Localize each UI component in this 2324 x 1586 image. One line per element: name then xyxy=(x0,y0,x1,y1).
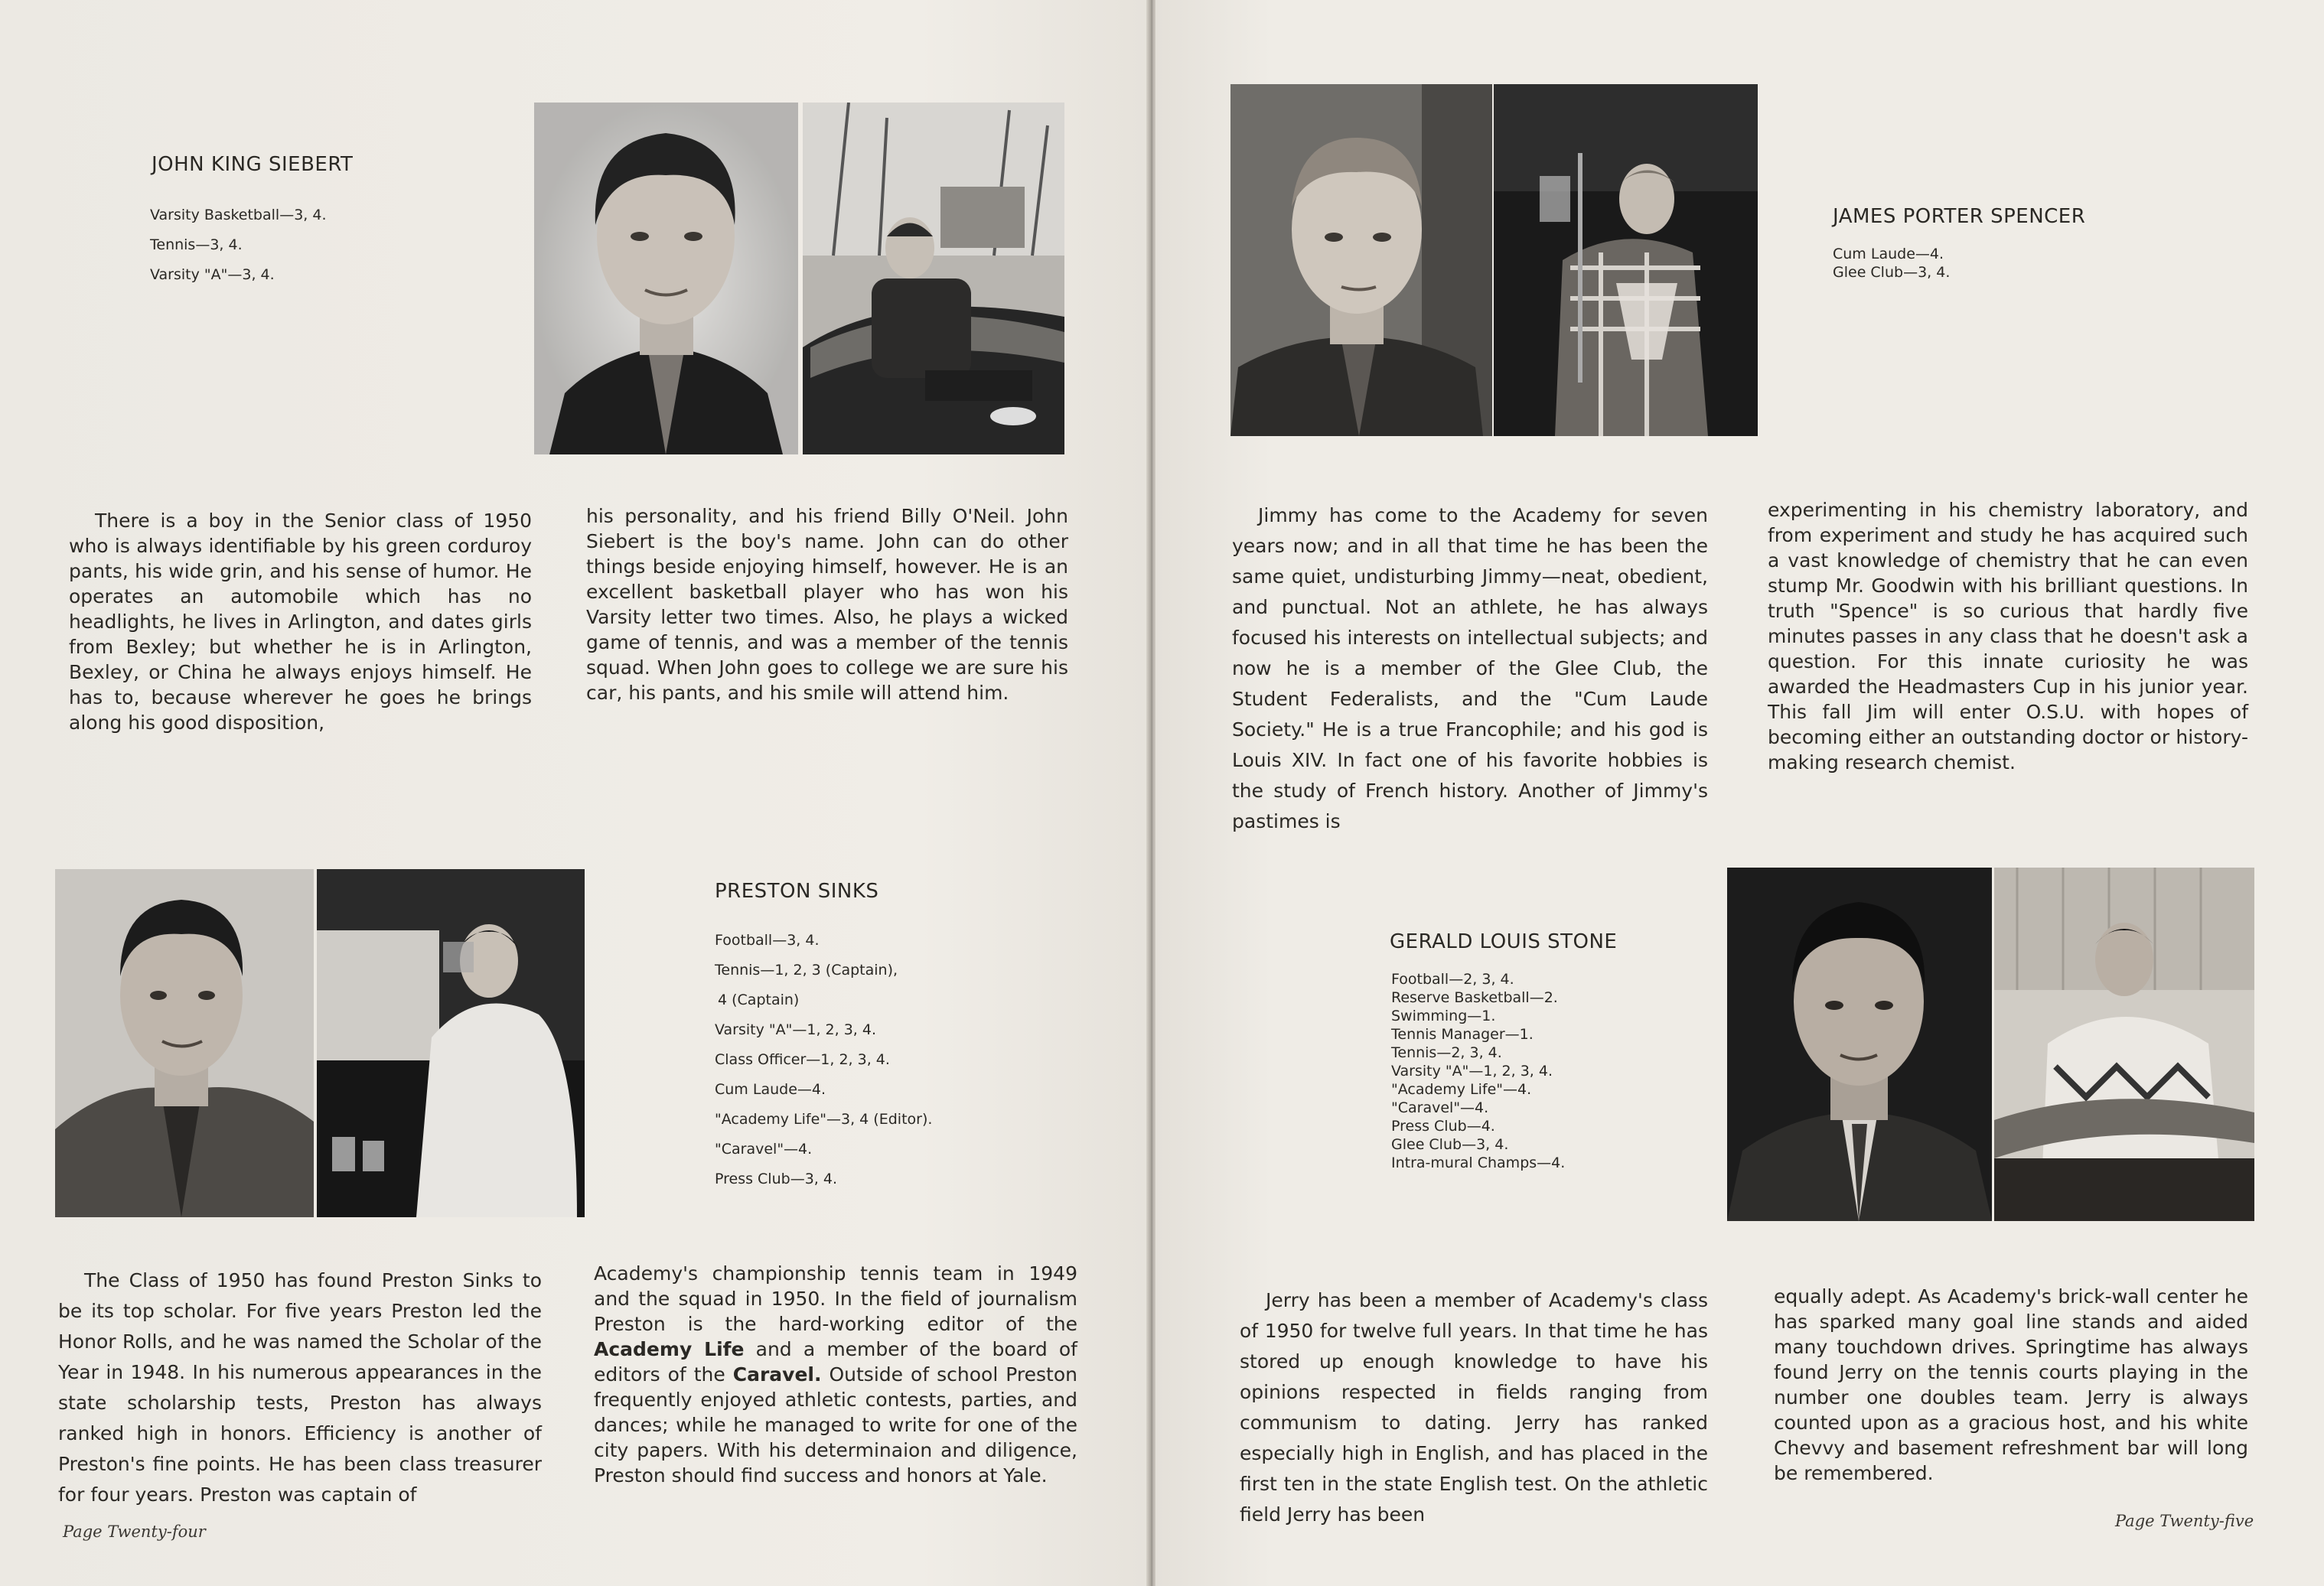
activity-line: Press Club—4. xyxy=(1391,1118,1495,1135)
activity-line: Class Officer—1, 2, 3, 4. xyxy=(715,1051,890,1068)
activity-line: 4 (Captain) xyxy=(718,992,800,1008)
right-page xyxy=(1155,0,2324,1586)
activity-line: Swimming—1. xyxy=(1391,1008,1496,1024)
siebert-activities xyxy=(150,200,327,290)
sinks-name: PRESTON SINKS xyxy=(715,880,879,903)
siebert-bio-column-2: his personality, and his friend Billy O'Neil. John Siebert is the boy's name. John can do other things beside enjoying himself, however. He is an excellent basketball player who has won his Varsity letter two times. Also, he plays a wicked game of tennis, and was a member of the tennis squad. When John goes to college we are sure his car, his pants, and his smile will attend him. xyxy=(586,505,1068,704)
stone-name: GERALD LOUIS STONE xyxy=(1390,930,1618,953)
activity-line: Football—2, 3, 4. xyxy=(1391,971,1514,988)
siebert-car-photo xyxy=(803,103,1064,454)
bold-caravel: Caravel. xyxy=(732,1363,822,1386)
spencer-lab-photo xyxy=(1494,84,1758,436)
sinks-bio-column-1: The Class of 1950 has found Preston Sinks to be its top scholar. For five years Preston led the Honor Rolls, and he was named the Scholar of the Year in 1948. In his numerous appearances in the state scholarship tests, Preston has always ranked high in honors. Efficiency is another of Preston's fine points. He has been class treasurer for four years. Preston was captain of xyxy=(58,1269,542,1506)
activity-line: Cum Laude—4. xyxy=(1833,246,1944,262)
page-number-left: Page Twenty-four xyxy=(63,1522,206,1541)
activity-line: Tennis Manager—1. xyxy=(1391,1026,1534,1043)
spencer-name: JAMES PORTER SPENCER xyxy=(1833,205,2086,228)
stone-activities xyxy=(1391,970,1565,1172)
stone-portrait-photo xyxy=(1727,868,1992,1221)
activity-line: Cum Laude—4. xyxy=(715,1081,826,1098)
activity-line: "Caravel"—4. xyxy=(1391,1099,1489,1116)
activity-line: Press Club—3, 4. xyxy=(715,1171,837,1187)
bold-academy-life: Academy Life xyxy=(594,1338,745,1360)
stone-sweater-photo xyxy=(1994,868,2254,1221)
activity-line: Reserve Basketball—2. xyxy=(1391,989,1558,1006)
activity-line: Tennis—1, 2, 3 (Captain), xyxy=(715,962,898,979)
stone-bio-column-1: Jerry has been a member of Academy's class of 1950 for twelve full years. In that time he has stored up enough knowledge to have his opinions respected in fields ranging from communism to dating. Jerry has ranked especially high in English, and has placed in the first ten in the state English test. On the athletic field Jerry has been xyxy=(1240,1289,1708,1526)
activity-line: Tennis—3, 4. xyxy=(150,236,243,253)
activity-line: Varsity "A"—1, 2, 3, 4. xyxy=(715,1021,876,1038)
activity-line: Football—3, 4. xyxy=(715,932,820,949)
siebert-portrait-photo xyxy=(534,103,798,454)
spencer-bio-column-2: experimenting in his chemistry laboratory, and from experiment and study he has acquired such a vast knowledge of chemistry that he can even stump Mr. Goodwin with his brilliant questions. In truth "Spence" is so curious that hardly five minutes passes in any class that he doesn't ask a question. For this innate curiosity he was awarded the Headmasters Cup in his junior year. This fall Jim will enter O.S.U. with hopes of becoming either an outstanding doctor or history-making research chemist. xyxy=(1768,499,2248,773)
activity-line: Varsity "A"—3, 4. xyxy=(150,266,275,283)
sinks-portrait-photo xyxy=(55,869,314,1217)
spencer-portrait-photo xyxy=(1230,84,1492,436)
activity-line: "Academy Life"—4. xyxy=(1391,1081,1532,1098)
activity-line: "Caravel"—4. xyxy=(715,1141,813,1158)
sinks-activities xyxy=(715,926,932,1194)
siebert-name: JOHN KING SIEBERT xyxy=(152,153,354,176)
activity-line: Intra-mural Champs—4. xyxy=(1391,1154,1566,1171)
page-number-right: Page Twenty-five xyxy=(2115,1512,2254,1530)
sinks-drinking-photo xyxy=(317,869,585,1217)
spencer-bio-column-1: Jimmy has come to the Academy for seven years now; and in all that time he has been the same quiet, undisturbing Jimmy—neat, obedient, and punctual. Not an athlete, he has always focused his interests on intellectual subjects; and now he is a member of the Glee Club, the Student Federalists, and the "Cum Laude Society." He is a true Francophile; and his god is Louis XIV. In fact one of his favorite hobbies is the study of French history. Another of Jimmy's pastimes is xyxy=(1232,504,1708,832)
activity-line: "Academy Life"—3, 4 (Editor). xyxy=(715,1111,933,1128)
activity-line: Varsity Basketball—3, 4. xyxy=(150,207,327,223)
activity-line: Glee Club—3, 4. xyxy=(1391,1136,1509,1153)
activity-line: Glee Club—3, 4. xyxy=(1833,264,1951,281)
sinks-bio-column-2: Academy's championship tennis team in 1949 and the squad in 1950. In the field of journalism Preston is the hard-working editor of the Academy Life and a member of the board of editors of the Caravel. Outside of school Preston frequently enjoyed athletic contests, parties, and dances; while he managed to write for one of the city papers. With his determinaion and diligence, Preston should find success and honors at Yale. xyxy=(594,1262,1078,1487)
siebert-bio-column-1: There is a boy in the Senior class of 1950 who is always identifiable by his green corduroy pants, his wide grin, and his sense of humor. He operates an automobile which has no headlights, he lives in Arlington, and dates girls from Bexley; but whether he is in Arlington, Bexley, or China he always enjoys himself. He has to, because wherever he goes he brings along his good disposition, xyxy=(69,510,532,734)
stone-bio-column-2: equally adept. As Academy's brick-wall center he has sparked many goal line stands and aided many touchdown drives. Springtime has always found Jerry on the tennis courts playing in the number one doubles team. Jerry is always counted upon as a gracious host, and his white Chevvy and basement refreshment bar will long be remembered. xyxy=(1774,1285,2248,1484)
left-page xyxy=(0,0,1149,1586)
activity-line: Varsity "A"—1, 2, 3, 4. xyxy=(1391,1063,1553,1080)
activity-line: Tennis—2, 3, 4. xyxy=(1391,1044,1502,1061)
spencer-activities xyxy=(1833,245,1950,282)
